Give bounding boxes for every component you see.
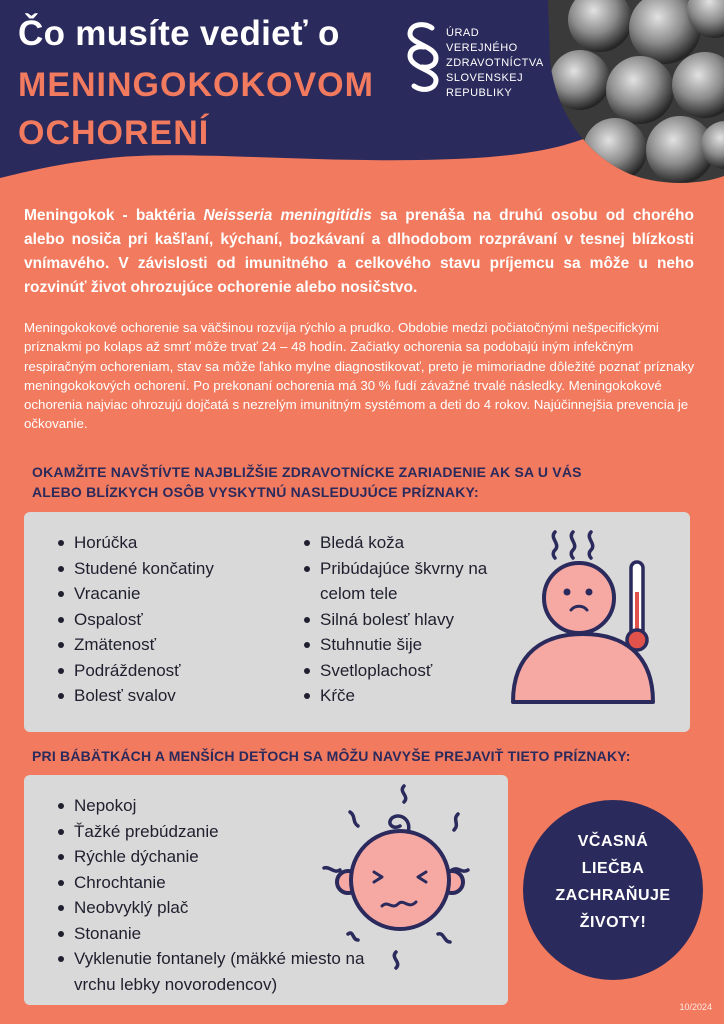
title-line-2: MENINGOKOKOVOM bbox=[18, 66, 374, 104]
bacteria-name: Neisseria meningitidis bbox=[203, 207, 372, 224]
section-sign-icon bbox=[402, 20, 444, 94]
list-item: Stuhnutie šije bbox=[300, 632, 500, 658]
logo-text bbox=[446, 26, 544, 101]
badge-line: LIEČBA bbox=[581, 860, 645, 877]
intro-paragraph: Meningokokové ochorenie sa väčšinou rozvíja rýchlo a prudko. Obdobie medzi počiatočnými nešpecifickými príznakmi po kolaps až smrť môže trvať 24 – 48 hodín. Začiatky ochorenia sa podobajú iným infekčným respiračným ochoreniam, stav sa môže ľahko mylne diagnostikovať, preto je mimoriadne dôležité poznať príznaky meningokokových ochorení. Po prekonaní ochorenia má 30 % ľudí závažné trvalé následky. Meningokokové ochorenia najviac ohrozujú dojčatá s nezrelým imunitným systémom a deti do 4 rokov. Najúčinnejšia prevencia je očkovanie. bbox=[24, 320, 695, 432]
list-item: Bledá koža bbox=[300, 530, 500, 556]
list-item: Ospalosť bbox=[54, 607, 294, 633]
list-item: Svetloplachosť bbox=[300, 658, 500, 684]
logo-line: ÚRAD bbox=[446, 27, 480, 39]
logo-line: REPUBLIKY bbox=[446, 87, 513, 99]
logo-line: SLOVENSKEJ bbox=[446, 72, 524, 84]
title-line-1: Čo musíte vedieť o bbox=[18, 14, 340, 53]
sick-person-icon bbox=[505, 522, 665, 722]
list-item: Studené končatiny bbox=[54, 556, 294, 582]
list-item: Nepokoj bbox=[54, 793, 374, 819]
children-heading: PRI BÁBÄTKÁCH A MENŠÍCH DEŤOCH SA MÔŽU NAVYŠE PREJAVIŤ TIETO PRÍZNAKY: bbox=[32, 748, 631, 764]
list-item: Neobvyklý plač bbox=[54, 895, 374, 921]
list-item: Kŕče bbox=[300, 683, 500, 709]
badge-line: ZACHRAŇUJE bbox=[555, 887, 671, 904]
intro-bold-prefix: Meningokok - baktéria bbox=[24, 207, 204, 224]
list-item: Vyklenutie fontanely (mäkké miesto na vrchu lebky novorodencov) bbox=[54, 946, 374, 997]
list-item: Silná bolesť hlavy bbox=[300, 607, 500, 633]
badge-line: VČASNÁ bbox=[577, 833, 649, 850]
list-item: Vracanie bbox=[54, 581, 294, 607]
symptoms-heading-line: OKAMŽITE NAVŠTÍVTE NAJBLIŽŠIE ZDRAVOTNÍCKE ZARIADENIE AK SA U VÁS bbox=[32, 464, 582, 480]
list-item: Bolesť svalov bbox=[54, 683, 294, 709]
list-item: Rýchle dýchanie bbox=[54, 844, 374, 870]
list-item: Chrochtanie bbox=[54, 870, 374, 896]
list-item: Ťažké prebúdzanie bbox=[54, 819, 374, 845]
crying-baby-icon bbox=[312, 782, 478, 972]
list-item: Podráždenosť bbox=[54, 658, 294, 684]
list-item: Horúčka bbox=[54, 530, 294, 556]
intro-bold-suffix: sa prenáša na druhú osobu od chorého alebo nosiča pri kašľaní, kýchaní, bozkávaní a dlhodobom rozprávaní v tesnej blízkosti vnímavého. V závislosti od imunitného a celkového stavu príjemcu sa môže u neho rozvinúť život ohrozujúce ochorenie alebo nosičstvo. bbox=[24, 207, 694, 296]
title-line-3: OCHORENÍ bbox=[18, 114, 210, 152]
symptoms-list-left bbox=[54, 530, 294, 709]
list-item: Zmätenosť bbox=[54, 632, 294, 658]
badge-text bbox=[523, 828, 703, 936]
symptoms-list-right bbox=[300, 530, 500, 709]
list-item: Pribúdajúce škvrny na celom tele bbox=[300, 556, 500, 607]
symptoms-heading-line: ALEBO BLÍZKYCH OSÔB VYSKYTNÚ NASLEDUJÚCE PRÍZNAKY: bbox=[32, 484, 479, 500]
list-item: Stonanie bbox=[54, 921, 374, 947]
badge-line: ŽIVOTY! bbox=[579, 914, 647, 931]
logo-line: ZDRAVOTNÍCTVA bbox=[446, 57, 544, 69]
symptoms-heading bbox=[32, 462, 692, 502]
date-label: 10/2024 bbox=[679, 1002, 712, 1012]
intro-bold-paragraph bbox=[24, 204, 694, 300]
logo-line: VEREJNÉHO bbox=[446, 42, 518, 54]
